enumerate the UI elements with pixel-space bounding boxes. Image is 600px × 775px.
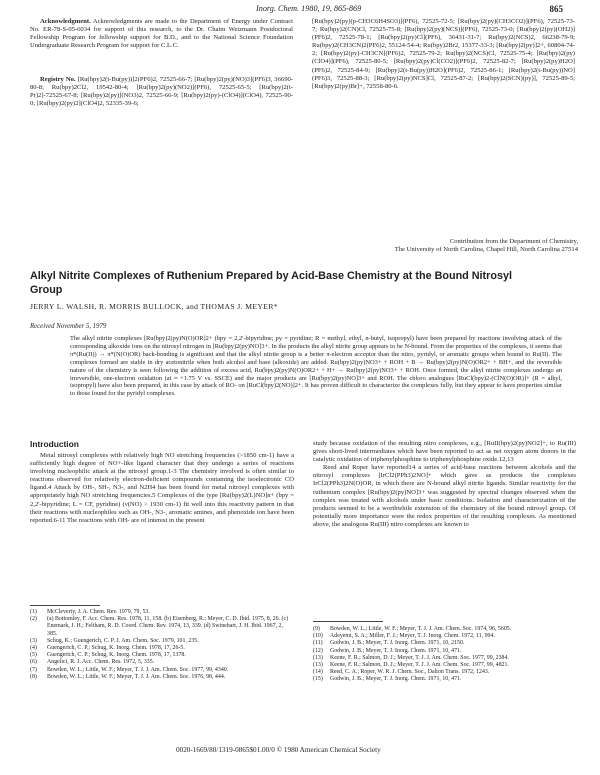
acknowledgment-heading: Acknowledgment. bbox=[40, 18, 91, 25]
registry-heading: Registry No. bbox=[40, 76, 76, 83]
footnote-rule-left bbox=[30, 605, 100, 606]
reference-text: Godwin, J. B.; Meyer, T. J. Inorg. Chem. 1971, 10, 471. bbox=[330, 676, 462, 683]
reference-number: (6) bbox=[30, 659, 37, 666]
registry-text: [Ru(bpy)2(t-Bu(py))]2(PF6)2, 72525-66-7; [Ru(bpy)2(py)(NO)3](PF6)3, 36690-80-8; Ru(bpy)2Cl2, 19542-80-4; [Ru(bpy)2(py)(NO2)](PF6), 72525-65-5; [Ru(bpy)2(t-Pr)2]-72525-67-8; [Ru(bpy)2(py)](NO3)2, 72525-66-9; [Ru(bpy)2(py)-(ClO4)](ClO4), 72525-90-0; [Ru(bpy)2(py)2](ClO4)2, 52335-39-6; bbox=[30, 76, 293, 108]
reference-text: (a) Bottomley, F. Acc. Chem. Res. 1978, 11, 158. (b) Eisenberg, R.; Meyer, C. D. Ibid. 1975, 8, 26. (c) Enemark, J. H.; Feltham, R. D. Coord. Chem. Rev. 1974, 13, 339. (d) Swinehart, J. H. Ibid. 1967, 2, 385. bbox=[47, 616, 289, 637]
reference-text: Keene, F. R.; Salmon, D. J.; Meyer, T. J. J. Am. Chem. Soc. 1977, 99, 4821. bbox=[330, 662, 509, 669]
section-heading-introduction: Introduction bbox=[30, 439, 79, 449]
reference-number: (4) bbox=[30, 645, 37, 652]
contribution-note bbox=[312, 238, 578, 254]
introduction-right-column bbox=[313, 440, 576, 529]
intro-paragraph-reed-roper: Reed and Roper have reported14 a series of acid-base reactions between alcohols and the nitrosyl complexes [IrCl2(PPh3)2NO]+ which gave as products the complexes IrCl2(PPh3)2N(O)OR, in which there are N-bound alkyl nitrite ligands. Similar reactivity for the ruthenium complex [Ru(bpy)2(py)NO]3+ was suggested by spectral changes observed when the complex was treated with alcohols under basic conditions. Isolation and characterization of the products seemed to be a worthwhile extension of the chemistry of the bound nitrosyl group. Of potentially more importance were the redox properties of the resulting complexes. As mentioned above, the analogous Ru(III) nitro complexes are known to bbox=[313, 464, 576, 528]
reference-item bbox=[30, 667, 294, 674]
reference-number: (3) bbox=[30, 637, 37, 644]
reference-item bbox=[313, 676, 575, 683]
reference-item bbox=[313, 655, 575, 662]
reference-item bbox=[30, 616, 294, 638]
references-right bbox=[313, 626, 575, 684]
reference-text: Bowden, W. L.; Little, W. F.; Meyer, T. J. J. Am. Chem. Soc. 1976, 98, 444. bbox=[47, 673, 226, 680]
reference-text: Godwin, J. B.; Meyer, T. J. Inorg. Chem. 1971, 10, 471. bbox=[330, 647, 462, 654]
contribution-line-1: Contribution from the Department of Chemistry, bbox=[449, 238, 578, 245]
reference-number: (8) bbox=[30, 673, 37, 680]
reference-number: (2) bbox=[30, 616, 37, 623]
reference-number: (15) bbox=[313, 676, 323, 683]
acknowledgment bbox=[30, 18, 293, 50]
reference-text: Bowden, W. L.; Little, W. F.; Meyer, T. J. J. Am. Chem. Soc. 1977, 99, 4340. bbox=[47, 666, 229, 673]
reference-item bbox=[313, 633, 575, 640]
reference-item bbox=[313, 669, 575, 676]
article-title: Alkyl Nitrite Complexes of Ruthenium Prepared by Acid-Base Chemistry at the Bound Nitrosyl Group bbox=[30, 270, 512, 296]
reference-number: (10) bbox=[313, 633, 323, 640]
reference-item bbox=[313, 626, 575, 633]
reference-number: (12) bbox=[313, 647, 323, 654]
registry-numbers-continued: [Ru(bpy)2(py)(p-CH3C6H4SO3)](PF6), 72525-72-5; [Ru(bpy)2(py)(CH3CO2)](PF6), 72525-73-7; Ru(bpy)2(CN)Cl, 72525-75-8; [Ru(bpy)2(py)(NCS)](PF6), 72525-73-0; [Ru(bpy)2(py)(OH2)](PF6)2, 72525-78-1; [Ru(bpy)2(py)Cl](PF6), 36431-31-7; Ru(bpy)2(NCS)2, 66238-79-9; Ru(bpy)2(CH3CN)2(PF6)2, 55124-54-4; Ru(bpy)2Br2, 15377-33-3; [Ru(bpy)2(py)]2+, 60804-74-2; [Ru(bpy)2(py)-CH3CN](PF6)2, 72525-79-2; Ru(bpy)2(NCS)Cl, 72525-75-4; [Ru(bpy)2(py)(ClO4)](PF6), 72525-80-5; [Ru(bpy)2(py)Cl(CO2)](PF6)2, 72525-82-7; [Ru(bpy)2(py)H2O](PF6)2, 72525-84-9; [Ru(bpy)2(t-Bu(py))H2O](PF6)2, 72525-86-1; [Ru(bpy)2(t-Bu(py))NO](PF6)3, 72525-88-3; [Ru(bpy)2(py)NCS]Cl, 72525-87-2; [Ru(bpy)2(SCN)(py)], 72525-89-5; [Ru(bpy)2(py)Br]+, 72558-80-6. bbox=[312, 18, 575, 90]
reference-text: Angelici, R. J. Acc. Chem. Res. 1972, 5, 335. bbox=[47, 659, 155, 666]
received-date: Received November 5, 1979 bbox=[30, 323, 107, 330]
contribution-line-2: The University of North Carolina, Chapel Hill, North Carolina 27514 bbox=[394, 246, 578, 254]
reference-text: Reed, C. A.; Roper, W. R. J. Chem. Soc., Dalton Trans. 1972, 1243. bbox=[330, 669, 490, 676]
acknowledgment-text: Acknowledgments are made to the Department of Energy under Contract No. ER-78-S-05-6034 for support of this research, to the Dr. Chaim Weizmann Postdoctoral Fellowship Program for fellowship support for B.D., and to the National Science Foundation Undergraduate Research Program for support for C.L.C. bbox=[30, 18, 293, 50]
page-number: 865 bbox=[549, 4, 563, 14]
reference-number: (9) bbox=[313, 626, 320, 632]
reference-number: (11) bbox=[313, 640, 323, 647]
reference-item bbox=[313, 662, 575, 669]
reference-number: (5) bbox=[30, 652, 37, 659]
reference-text: Schug, K.; Guengerich, C. P. J. Am. Chem. Soc. 1979, 101, 235. bbox=[47, 637, 199, 644]
running-head: Inorg. Chem. 1980, 19, 865-869 bbox=[256, 4, 362, 13]
reference-number: (14) bbox=[313, 669, 323, 676]
reference-item bbox=[313, 640, 575, 647]
abstract: The alkyl nitrite complexes [Ru(bpy)2(py)N(O)OR]2+ (bpy = 2,2'-bipyridine; py = pyridine; R = methyl, ethyl, n-butyl, isopropyl) have been prepared by reactions involving attack of the corresponding alkoxide ions on the nitrosyl nitrogen in [Ru(bpy)2(py)NO]3+. In the products the alkyl nitrite group appears to be N-bound. From the properties of the complexes, it seems that π*(Ru(II)) → π*(N(O)OR) back-bonding is significant and that the alkyl nitrite group is a better π-electron acceptor than the nitro, pyridyl, or aromatic groups when bound to Ru(II). The complexes formed are stable in dry acetonitrile when both alcohol and base (alkoxide) are added. Ru(bpy)2(py)NO3+ + ROH + B → Ru(bpy)2(py)N(O)OR2+ + BH+, and the reversible nature of the chemistry is seen following the addition of excess acid, Ru(bpy)2(py)N(O)OR2+ + H+ → Ru(bpy)2(py)NO3+ + ROH. Once formed, the alkyl nitrite complexes undergo an irreversible, one-electron oxidation (at ≈ +1.75 V vs. SSCE) and the major products are [Ru(bpy)2(py)NO]3+ and ROH. The chloro analogues [RuCl(bpy)2-(ClN(O)OR)]+ (R = alkyl, isopropyl) have also been prepared, in this case by attack of RO- on [RuCl(bpy)2(NO)]2+. It has proven difficult to characterize the complexes fully, but they appear to have properties similar to those found for the pyridyl complexes. bbox=[70, 335, 562, 398]
reference-item bbox=[30, 674, 294, 681]
reference-number: (1) bbox=[30, 609, 37, 615]
reference-item bbox=[313, 648, 575, 655]
reference-item bbox=[30, 645, 294, 652]
references-left bbox=[30, 609, 294, 681]
reference-text: Godwin, J. B.; Meyer, T. J. Inorg. Chem. 1971, 10, 2150. bbox=[330, 640, 465, 647]
introduction-left-column: Metal nitrosyl complexes with relatively high NO stretching frequencies (>1850 cm-1) have a sufficiently high degree of NO+-like ligand character that they undergo a series of reactions involving nucleophilic attack at the nitrosyl group.1-3 The chemistry involved is often similar to reactions observed for relatively electron-deficient compounds containing the isoelectronic CO ligand.4 Attack by OH-, SH-, N3-, and N2H4 has been found for metal nitrosyl complexes with appropriately high NO stretching frequencies.5 Complexes of the type [Ru(bpy)2(L)NO]n+ (bpy = 2,2'-bipyridine; L = CF, pyridine) (ν(NO) > 1930 cm-1) fit well into this reactivity pattern in that their reactions with nucleophiles such as OH-, N3-, aromatic amines, and phenoxide ion have been reported.6-11 The reactions with OH- are of interest in the present bbox=[30, 452, 294, 524]
reference-number: (7) bbox=[30, 666, 37, 673]
intro-paragraph-continued: study because oxidation of the resulting nitro complexes, e.g., [RuII(bpy)2(py)NO2]+, to Ru(III) gives short-lived intermediates which have been reported to act as net oxygen atom donors in the catalytic oxidation of triphenylphosphine to triphenylphosphine oxide.12,13 bbox=[313, 440, 576, 464]
reference-text: Keene, F. R.; Salmon, D. J.; Meyer, T. J. J. Am. Chem. Soc. 1977, 99, 2384. bbox=[330, 654, 509, 661]
registry-numbers bbox=[30, 76, 293, 108]
reference-text: Adeyemi, S. A.; Miller, F. J.; Meyer, T. J. Inorg. Chem. 1972, 11, 994. bbox=[330, 633, 495, 640]
reference-number: (13) bbox=[313, 654, 323, 661]
reference-item bbox=[30, 638, 294, 645]
reference-text: McCleverty, J. A. Chem. Rev. 1979, 79, 53. bbox=[47, 609, 150, 615]
footnote-rule-right bbox=[313, 621, 383, 622]
reference-item bbox=[30, 659, 294, 666]
reference-text: Guengerich, C. P.; Schug, K. Inorg. Chem. 1978, 17, 26-5. bbox=[47, 645, 185, 652]
reference-text: Bowden, W. L.; Little, W. F.; Meyer, T. J. J. Am. Chem. Soc. 1974, 96, 5605. bbox=[330, 626, 512, 632]
article-authors: JERRY L. WALSH, R. MORRIS BULLOCK, and THOMAS J. MEYER* bbox=[30, 302, 279, 311]
reference-number: (13) bbox=[313, 662, 323, 669]
reference-text: Guengerich, C. P.; Schug, K. Inorg. Chem. 1978, 17, 1378. bbox=[47, 652, 186, 659]
copyright-footer: 0020-1669/80/1319-0865$01.00/0 © 1980 American Chemical Society bbox=[176, 746, 381, 754]
reference-item bbox=[30, 652, 294, 659]
